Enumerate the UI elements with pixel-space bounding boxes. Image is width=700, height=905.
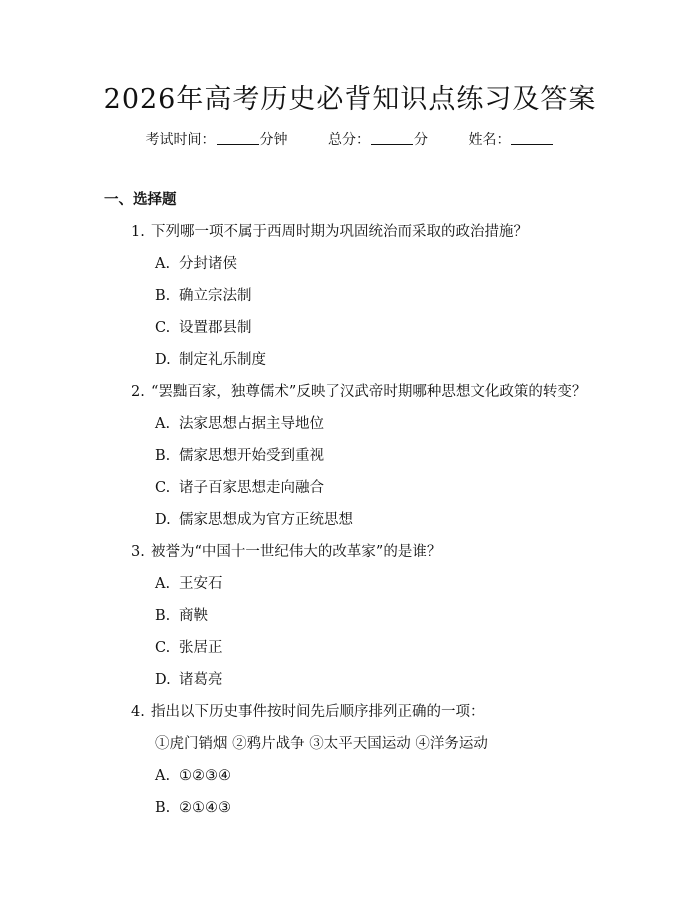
question-text: “罢黜百家，独尊儒术”反映了汉武帝时期哪种思想文化政策的转变？ [151,384,587,400]
score-unit: 分 [414,132,428,148]
question-number: 2. [131,384,145,400]
question-number: 4. [131,704,145,720]
option-letter: C. [155,480,171,496]
option-text: 儒家思想成为官方正统思想 [179,512,353,528]
question-number: 3. [131,544,145,560]
question-2-option-d [155,510,353,530]
question-text: 下列哪一项不属于西周时期为巩固统治而采取的政治措施？ [151,224,528,240]
question-3-option-c [155,638,223,658]
question-3 [131,542,441,562]
question-text: 被誉为“中国十一世纪伟大的改革家”的是谁？ [151,544,442,560]
question-3-option-a [155,574,223,594]
option-letter: B. [155,448,171,464]
document-title: 2026年高考历史必背知识点练习及答案 [103,84,597,115]
option-text: 确立宗法制 [179,288,252,304]
option-letter: A. [155,576,171,592]
question-1-option-d [155,350,266,370]
option-text: ①②③④ [179,768,231,784]
option-letter: D. [155,512,171,528]
option-text: 诸葛亮 [179,672,223,688]
question-2-option-a [155,414,324,434]
option-text: 分封诸侯 [179,256,237,272]
option-letter: A. [155,416,171,432]
question-1-option-b [155,286,252,306]
score-label: 总分： [328,132,370,148]
option-text: 商鞅 [179,608,208,624]
option-letter: C. [155,640,171,656]
exam-time-field [146,130,288,150]
question-text: 指出以下历史事件按时间先后顺序排列正确的一项： [151,704,485,720]
question-2-option-c [155,478,324,498]
exam-info-line [0,130,700,150]
option-text: 法家思想占据主导地位 [179,416,324,432]
section-heading: 一、选择题 [104,191,177,208]
exam-time-label: 考试时间： [145,132,216,148]
option-text: 张居正 [179,640,223,656]
question-4-events: ①虎门销烟 ②鸦片战争 ③太平天国运动 ④洋务运动 [155,736,488,752]
option-text: 诸子百家思想走向融合 [179,480,324,496]
question-4-option-a [155,766,231,786]
question-1-option-a [155,254,237,274]
name-field [468,130,554,150]
exam-time-blank [217,130,259,145]
score-blank [371,130,413,145]
option-text: 儒家思想开始受到重视 [179,448,324,464]
name-blank [511,130,553,145]
option-letter: C. [155,320,171,336]
option-letter: B. [155,288,171,304]
question-1 [131,222,528,242]
option-text: 制定礼乐制度 [179,352,266,368]
exam-time-unit: 分钟 [259,132,288,148]
score-field [328,130,428,150]
question-4 [131,702,485,722]
question-3-option-b [155,606,208,626]
question-4-option-b [155,798,231,818]
option-letter: A. [155,768,171,784]
question-3-option-d [155,670,223,690]
question-1-option-c [155,318,252,338]
question-2 [131,382,586,402]
option-letter: A. [155,256,171,272]
option-letter: B. [155,608,171,624]
option-text: 王安石 [179,576,223,592]
option-letter: B. [155,800,171,816]
question-2-option-b [155,446,324,466]
option-text: 设置郡县制 [179,320,252,336]
option-letter: D. [155,672,171,688]
question-number: 1. [131,224,145,240]
option-letter: D. [155,352,171,368]
name-label: 姓名： [468,132,511,148]
option-text: ②①④③ [179,800,231,816]
